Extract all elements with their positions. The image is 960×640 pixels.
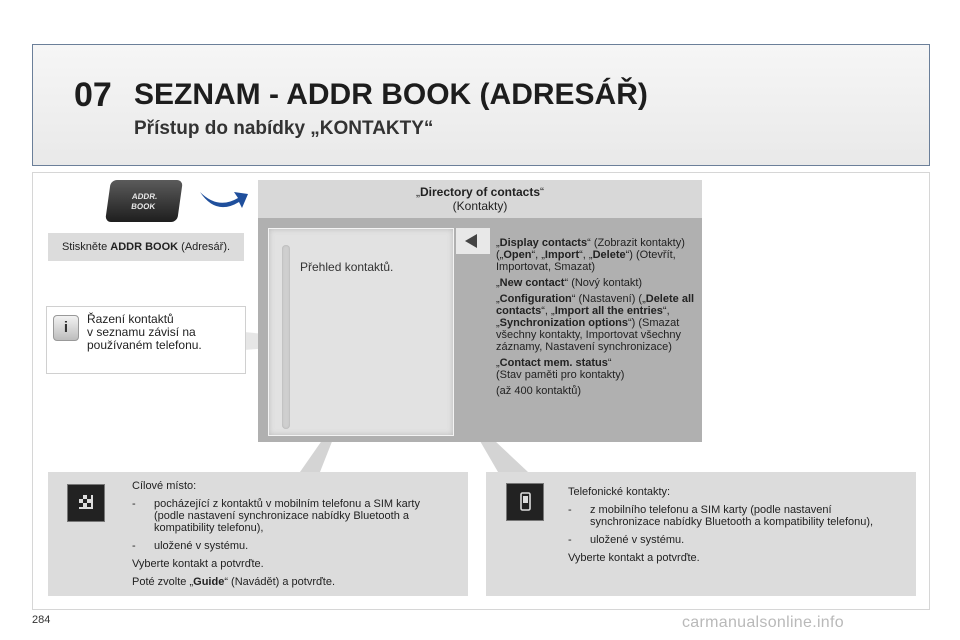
destination-text: Cílové místo: - pocházející z kontaktů v mobilním telefonu a SIM karty (podle nastavení synchronizace nabídky Bluetooth a kompatibility telefonu), - uložené v systému. Vyberte kontakt a potvrďte. Poté zvolte „Guide“ (Navádět) a potvrďte.: [132, 480, 452, 594]
list-item: - pocházející z kontaktů v mobilním telefonu a SIM karty (podle nastavení synchronizace nabídky Bluetooth a kompatibility telefonu),: [132, 498, 420, 534]
mobile-phone-icon: [506, 483, 544, 521]
page-title: SEZNAM - ADDR BOOK (ADRESÁŘ): [134, 78, 648, 111]
menu-item-configuration[interactable]: „Configuration“ (Nastavení) („Delete all contacts“, „Import all the entries“, „Synchronization options“) (Smazat všechny kontakty, Importovat všechny záznamy, Nastavení synchronizace): [496, 293, 695, 353]
button-label-line1: ADDR.: [131, 192, 158, 201]
list-item: - uložené v systému.: [132, 540, 249, 552]
page-number: 284: [32, 614, 51, 626]
menu-item-contact-mem-status[interactable]: „Contact mem. status“ (Stav paměti pro kontakty): [496, 357, 625, 381]
contacts-menu: [496, 237, 696, 401]
button-label-line2: BOOK: [130, 202, 156, 211]
info-icon: i: [53, 315, 79, 341]
list-item: - uložené v systému.: [568, 534, 685, 546]
info-text: Řazení kontaktů v seznamu závisí na používaném telefonu.: [87, 312, 202, 352]
page-subtitle: Přístup do nabídky „KONTAKTY“: [134, 118, 434, 139]
arrow-icon: [198, 182, 250, 212]
info-note: [46, 306, 246, 374]
scrollbar[interactable]: [282, 245, 290, 429]
back-arrow-icon: [465, 234, 477, 248]
press-instruction: Stiskněte ADDR BOOK (Adresář).: [48, 233, 244, 261]
screen-header: „Directory of contacts“ (Kontakty): [258, 180, 702, 218]
watermark: carmanualsonline.info: [682, 614, 844, 631]
list-item: - z mobilního telefonu a SIM karty (podle nastavení synchronizace nabídky Bluetooth a kompatibility telefonu),: [568, 504, 874, 528]
phone-contacts-text: Telefonické kontakty: - z mobilního telefonu a SIM karty (podle nastavení synchronizace nabídky Bluetooth a kompatibility telefonu), - uložené v systému. Vyberte kontakt a potvrďte.: [568, 486, 902, 570]
chapter-number: 07: [74, 76, 112, 114]
contact-overview-label: Přehled kontaktů.: [300, 260, 394, 274]
menu-item-display-contacts[interactable]: „Display contacts“ (Zobrazit kontakty) („Open“, „Import“, „Delete“) (Otevřít, Importovat, Smazat): [496, 237, 685, 273]
menu-item-new-contact[interactable]: „New contact“ (Nový kontakt): [496, 277, 643, 289]
addr-book-button-icon: [105, 180, 183, 222]
contact-limit-note: (až 400 kontaktů): [496, 385, 581, 397]
checkered-flag-icon: [67, 484, 105, 522]
